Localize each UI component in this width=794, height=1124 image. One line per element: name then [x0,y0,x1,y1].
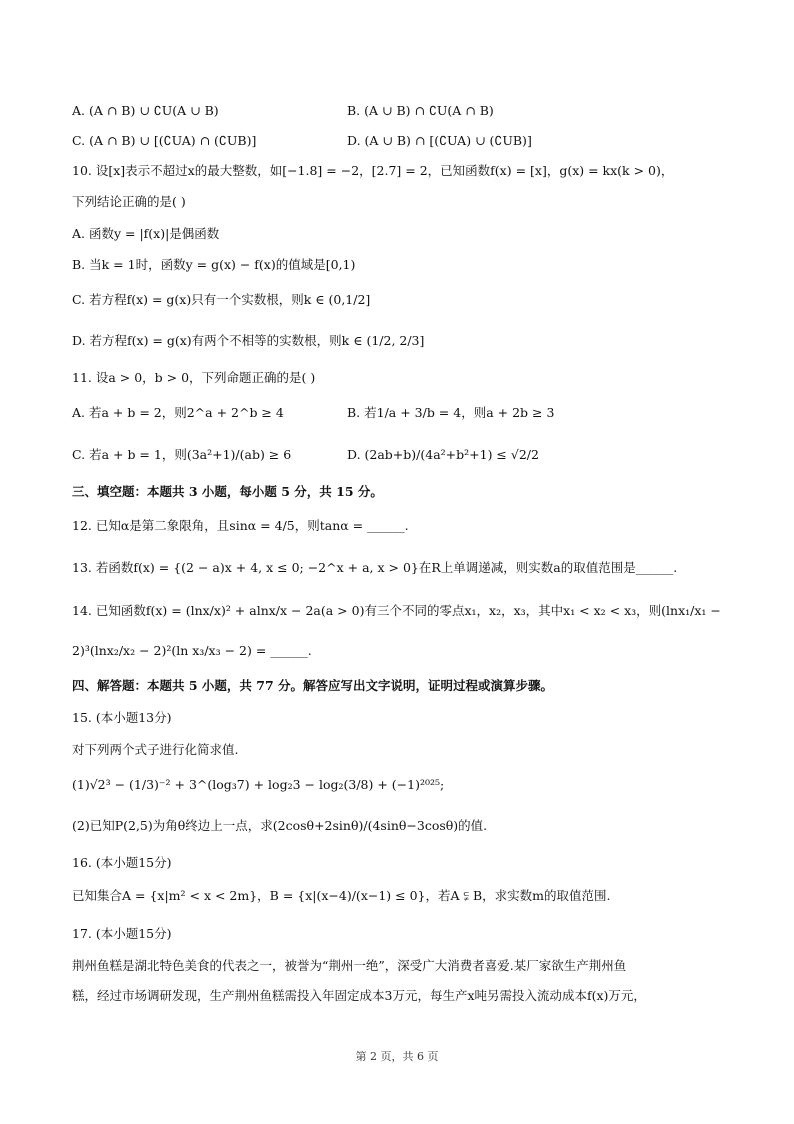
q9-option-c: C. (A ∩ B) ∪ [(∁UA) ∩ (∁UB)] [72,133,257,148]
q17-heading: 17. (本小题15分) [72,926,172,941]
q9-option-d: D. (A ∪ B) ∩ [(∁UA) ∪ (∁UB)] [347,133,532,148]
q17-line2: 糕，经过市场调研发现，生产荆州鱼糕需投入年固定成本3万元，每生产x吨另需投入流动成本f(x)万元， [72,988,646,1003]
q13: 13. 若函数f(x) = {(2 − a)x + 4, x ≤ 0; −2^x + a, x > 0}在R上单调递减，则实数a的取值范围是______. [72,560,678,575]
q10-option-a: A. 函数y = |f(x)|是偶函数 [72,226,220,241]
q9-option-b: B. (A ∪ B) ∩ ∁U(A ∩ B) [347,103,494,118]
q10-option-c: C. 若方程f(x) = g(x)只有一个实数根，则k ∈ (0,1/2] [72,292,371,307]
q10-stem-line1: 10. 设[x]表示不超过x的最大整数，如[−1.8] = −2，[2.7] = 2，已知函数f(x) = [x]，g(x) = kx(k > 0)， [72,163,674,178]
q14-line1: 14. 已知函数f(x) = (lnx/x)² + alnx/x − 2a(a > 0)有三个不同的零点x₁，x₂，x₃，其中x₁ < x₂ < x₃，则(lnx₁/x₁ − [72,603,721,618]
q17-line1: 荆州鱼糕是湖北特色美食的代表之一，被誉为“荆州一绝”，深受广大消费者喜爱.某厂家欲生产荆州鱼 [72,958,627,973]
q11-option-c: C. 若a + b = 1，则(3a²+1)/(ab) ≥ 6 [72,447,292,462]
q15-part2: (2)已知P(2,5)为角θ终边上一点，求(2cosθ+2sinθ)/(4sinθ−3cosθ)的值. [72,818,488,833]
q11-stem: 11. 设a > 0，b > 0，下列命题正确的是( ) [72,370,316,385]
q15-part1: (1)√2³ − (1/3)⁻² + 3^(log₃7) + log₂3 − log₂(3/8) + (−1)²⁰²⁵; [72,777,445,792]
section-3-heading: 三、填空题：本题共 3 小题，每小题 5 分，共 15 分。 [72,484,383,499]
q12: 12. 已知α是第二象限角，且sinα = 4/5，则tanα = ______. [72,518,409,533]
q14-line2: 2)³(lnx₂/x₂ − 2)²(ln x₃/x₃ − 2) = ______. [72,643,312,658]
q15-heading: 15. (本小题13分) [72,710,172,725]
q9-option-a: A. (A ∩ B) ∪ ∁U(A ∪ B) [72,103,219,118]
page-footer: 第 2 页，共 6 页 [355,1050,439,1063]
q11-option-d: D. (2ab+b)/(4a²+b²+1) ≤ √2/2 [347,447,539,462]
q16-body: 已知集合A = {x|m² < x < 2m}，B = {x|(x−4)/(x−1) ≤ 0}，若A ⫋ B，求实数m的取值范围. [72,888,611,903]
section-4-heading: 四、解答题：本题共 5 小题，共 77 分。解答应写出文字说明，证明过程或演算步骤。 [72,678,554,693]
q15-intro: 对下列两个式子进行化简求值. [72,742,239,757]
q11-option-a: A. 若a + b = 2，则2^a + 2^b ≥ 4 [72,405,284,420]
q16-heading: 16. (本小题15分) [72,855,172,870]
q10-stem-line2: 下列结论正确的是( ) [72,194,186,209]
q10-option-d: D. 若方程f(x) = g(x)有两个不相等的实数根，则k ∈ (1/2, 2/3] [72,333,425,348]
q11-option-b: B. 若1/a + 3/b = 4，则a + 2b ≥ 3 [347,405,555,420]
q10-option-b: B. 当k = 1时，函数y = g(x) − f(x)的值域是[0,1) [72,257,356,272]
